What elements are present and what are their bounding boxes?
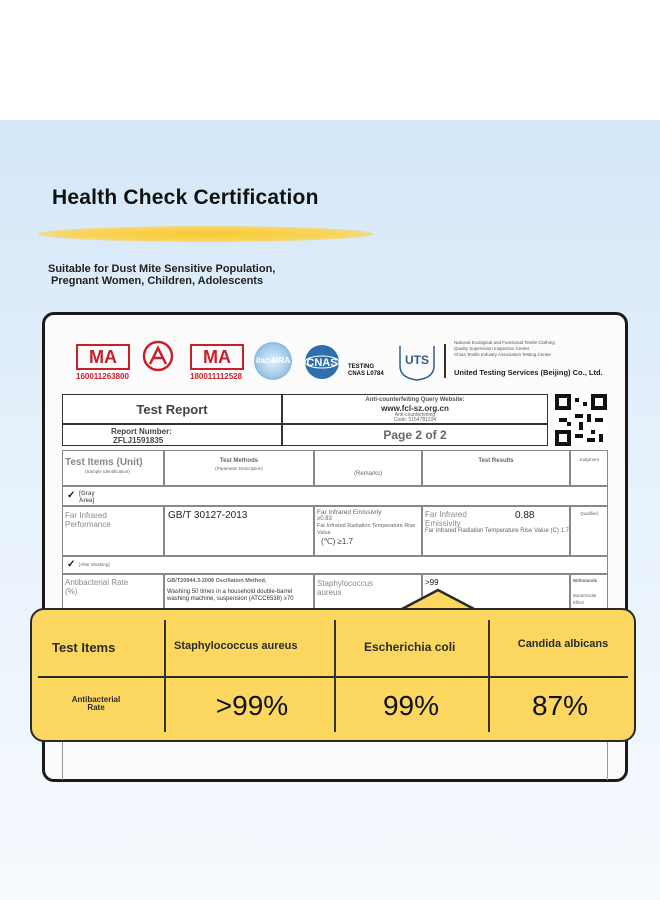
row1-judgment-label: Qualified <box>580 511 598 516</box>
row1-judgment <box>570 506 608 556</box>
cma-right-number: 180011112528 <box>190 372 243 381</box>
testing-accreditation <box>348 364 384 378</box>
card-header-candida: Candida albicans <box>517 638 609 650</box>
group-after-washing <box>62 556 608 574</box>
card-header-staph: Staphylococcus aureus <box>174 640 298 652</box>
row1-results <box>422 506 570 556</box>
col-remarks-label: (Remarks) <box>354 471 382 477</box>
card-value-ecoli: 99% <box>382 690 440 721</box>
report-title-cell <box>62 394 282 424</box>
testing-line-2: CNAS L0784 <box>348 371 384 377</box>
check-icon: ✓ <box>67 490 76 501</box>
cma-left-number: 160011263800 <box>76 372 129 381</box>
anti-counterfeit-url: www.fcl-sz.org.cn <box>381 404 449 413</box>
uts-desc-3: China Textile Industry Association Testing Center <box>454 352 552 357</box>
certification-logos <box>72 340 612 386</box>
qr-code-icon <box>555 394 607 446</box>
doc-border-right <box>607 740 608 780</box>
col-items-label: Test Items (Unit) <box>65 457 143 468</box>
doc-border-left <box>62 740 63 780</box>
row1-method-label: GB/T 30127-2013 <box>168 510 248 521</box>
row1-remark2-val: (℃) ≥1.7 <box>321 537 354 546</box>
row1-result1: Far Infrared Emissivity <box>425 510 467 528</box>
report-title: Test Report <box>136 402 208 417</box>
col-header-judgment <box>570 450 608 486</box>
card-row-label: Antibacterial Rate <box>71 695 121 712</box>
col-methods-label: Test Methods <box>219 458 259 464</box>
ilac-mra-logo: ilac-MRA <box>254 342 292 380</box>
uts-logo-text: UTS <box>405 353 429 367</box>
row1-remark1: Far Infrared Emissivity <box>317 509 382 516</box>
col-methods-sub: (Parameter Description) <box>215 466 263 471</box>
antibacterial-highlight-card <box>30 608 636 742</box>
card-row-divider <box>38 676 628 678</box>
cnas-logo-icon <box>298 342 346 382</box>
row2-method <box>164 574 314 610</box>
row2-judgment2: Bactericidal Effect <box>573 593 597 605</box>
card-col-label: Test Items <box>52 640 116 655</box>
subtitle-line-1: Suitable for Dust Mite Sensitive Population, <box>48 263 276 275</box>
row1-result1-val: 0.88 <box>515 510 535 521</box>
row1-remark1-val: ≥0.83 <box>317 516 332 522</box>
row2-item <box>62 574 164 610</box>
top-white-band <box>0 0 660 120</box>
row2-remark: Staphylococcus aureus <box>317 579 374 597</box>
uts-logo-icon <box>396 340 438 382</box>
row1-method <box>164 506 314 556</box>
col-results-label: Test Results <box>478 458 514 464</box>
col-header-results <box>422 450 570 486</box>
logo-divider <box>444 344 446 378</box>
subtitle <box>48 263 275 287</box>
card-col-divider-1 <box>164 620 166 732</box>
row1-remarks <box>314 506 422 556</box>
anti-counterfeit-cell <box>282 394 548 424</box>
report-number-label: Report Number: <box>111 427 172 436</box>
row1-item <box>62 506 164 556</box>
group-gray-area-label: [Gray Area] <box>79 491 95 504</box>
row2-method2: Washing 50 times in a household double-barrel washing machine, suspension (ATCC6538) ≥70 <box>167 589 294 602</box>
subtitle-line-2: Pregnant Women, Children, Adolescents <box>51 275 264 287</box>
row2-item-label: Antibacterial Rate (%) <box>65 578 129 596</box>
anti-counterfeit-code: Code: 5154781334 <box>393 417 437 423</box>
group-after-washing-label: [After Washing] <box>79 562 110 567</box>
cma-logo-right: MA <box>190 344 244 370</box>
col-header-remarks <box>314 450 422 486</box>
col-items-sub: (Sample Identification) <box>85 469 130 474</box>
row1-result2: Far Infrared Radiation Temperature Rise Value (C) 1.7 <box>425 528 569 534</box>
page-number: Page 2 of 2 <box>383 428 447 442</box>
anti-counterfeit-label: Anti-counterfeiting Query Website: <box>365 397 465 403</box>
card-value-candida: 87% <box>531 690 589 721</box>
row2-method1: GB/T20944.3-2008 Oscillation Method, <box>167 578 267 584</box>
row1-remark2: Far Infrared Radiation Temperature Rise Value <box>317 523 416 536</box>
report-number: ZFLJ1591835 <box>113 436 164 445</box>
cnas-logo-text: CNAS <box>306 357 338 369</box>
uts-desc-2: Quality Supervision Inspection Center <box>454 346 530 351</box>
row2-judgment1: Withstands <box>573 578 598 583</box>
anti-counterfeit-code-label: Anti-counterfeiting <box>394 412 436 418</box>
title-highlight-stroke <box>38 226 374 242</box>
col-header-items <box>62 450 164 486</box>
uts-description <box>454 340 604 358</box>
uts-company-name: United Testing Services (Beijing) Co., Ltd. <box>454 368 603 377</box>
page-title: Health Check Certification <box>52 186 319 209</box>
cma-logo-left: MA <box>76 344 130 370</box>
cal-logo-icon <box>140 340 176 372</box>
check-icon-2: ✓ <box>67 559 76 570</box>
col-judgment-label: Judgment <box>579 457 599 462</box>
uts-desc-1: National Ecological and Functional Textile Clothing <box>454 340 555 345</box>
card-header-ecoli: Escherichia coli <box>364 640 456 654</box>
report-number-cell <box>62 424 282 446</box>
page-number-cell <box>282 424 548 446</box>
row2-judgment <box>570 574 608 610</box>
row1-item-label: Far Infrared Performance <box>65 511 111 529</box>
group-gray-area <box>62 486 608 506</box>
card-value-staph: >99% <box>215 690 289 721</box>
col-header-methods <box>164 450 314 486</box>
row2-result: >99 <box>425 578 439 587</box>
testing-line-1: TESTING <box>348 364 375 370</box>
